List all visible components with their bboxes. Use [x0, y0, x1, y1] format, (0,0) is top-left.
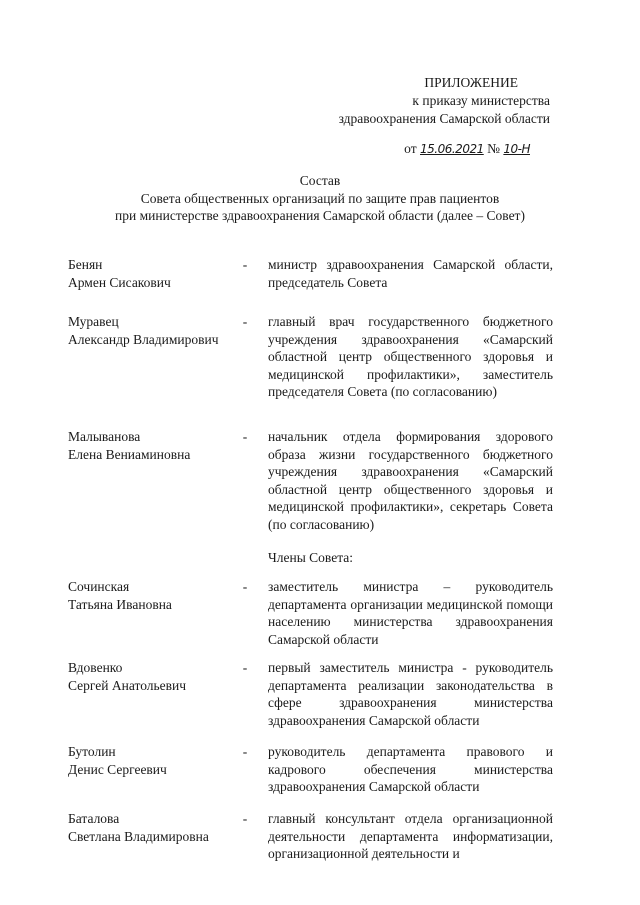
- heading-line-2: Совета общественных организаций по защите прав пациентов: [140, 190, 500, 206]
- person-name: [68, 313, 238, 348]
- person-given-names: Светлана Владимировна: [68, 828, 209, 844]
- dash-separator: -: [242, 811, 248, 826]
- dash-separator: -: [242, 744, 248, 759]
- person-given-names: Александр Владимирович: [68, 331, 219, 347]
- person-name: [68, 256, 238, 291]
- person-position: министр здравоохранения Самарской области, председатель Совета: [268, 257, 553, 290]
- person-given-names: Елена Вениаминовна: [68, 446, 191, 462]
- document-heading: [60, 172, 580, 225]
- person-position: главный врач государственного бюджетного учреждения здравоохранения «Самарский областной центр общественного здоровья и медицинской профилактики», заместитель председателя Совета (по согласованию): [268, 314, 553, 399]
- person-name: [68, 428, 238, 463]
- person-surname: Баталова: [68, 811, 120, 826]
- person-position: заместитель министра – руководитель департамента организации медицинской помощи населению министерства здравоохранения Самарской области: [268, 579, 553, 647]
- person-surname: Бенян: [68, 257, 103, 272]
- person-position: начальник отдела формирования здорового образа жизни государственного бюджетного учреждения здравоохранения «Самарский областной центр общественного здоровья и медицинской профилактики», секретарь Совета (по согласованию): [268, 429, 553, 532]
- person-given-names: Армен Сисакович: [68, 274, 171, 290]
- order-date: 15.06.2021: [420, 142, 484, 156]
- person-given-names: Татьяна Ивановна: [68, 596, 172, 612]
- from-label: от: [404, 141, 417, 156]
- person-given-names: Денис Сергеевич: [68, 761, 167, 777]
- number-label: №: [487, 141, 500, 156]
- dash-separator: -: [242, 429, 248, 444]
- order-number-line: [300, 140, 550, 158]
- appendix-title: ПРИЛОЖЕНИЕ: [424, 75, 518, 90]
- heading-line-1: Состав: [299, 173, 341, 188]
- appendix-line-1: к приказу министерства: [412, 93, 550, 108]
- dash-separator: -: [242, 314, 248, 329]
- person-surname: Сочинская: [68, 579, 130, 594]
- dash-separator: -: [242, 660, 248, 675]
- person-name: [68, 659, 238, 694]
- person-surname: Бутолин: [68, 744, 116, 759]
- person-surname: Малыванова: [68, 429, 141, 444]
- person-position: руководитель департамента правового и кадрового обеспечения министерства здравоохранения Самарской области: [268, 744, 553, 794]
- person-given-names: Сергей Анатольевич: [68, 677, 187, 693]
- appendix-line-2: здравоохранения Самарской области: [338, 111, 550, 126]
- person-name: [68, 743, 238, 778]
- person-position: главный консультант отдела организационной деятельности департамента информатизации, организационной деятельности и: [268, 811, 553, 861]
- heading-line-3: при министерстве здравоохранения Самарской области (далее – Совет): [115, 208, 525, 223]
- dash-separator: -: [242, 579, 248, 594]
- person-name: [68, 578, 238, 613]
- person-surname: Вдовенко: [68, 660, 123, 675]
- members-heading: Члены Совета:: [268, 550, 354, 565]
- appendix-block: [300, 74, 550, 158]
- person-name: [68, 810, 238, 845]
- person-position: первый заместитель министра - руководитель департамента реализации законодательства в сфере здравоохранения министерства здравоохранения Самарской области: [268, 660, 553, 728]
- person-surname: Муравец: [68, 314, 119, 329]
- dash-separator: -: [242, 257, 248, 272]
- order-number: 10-Н: [503, 142, 530, 156]
